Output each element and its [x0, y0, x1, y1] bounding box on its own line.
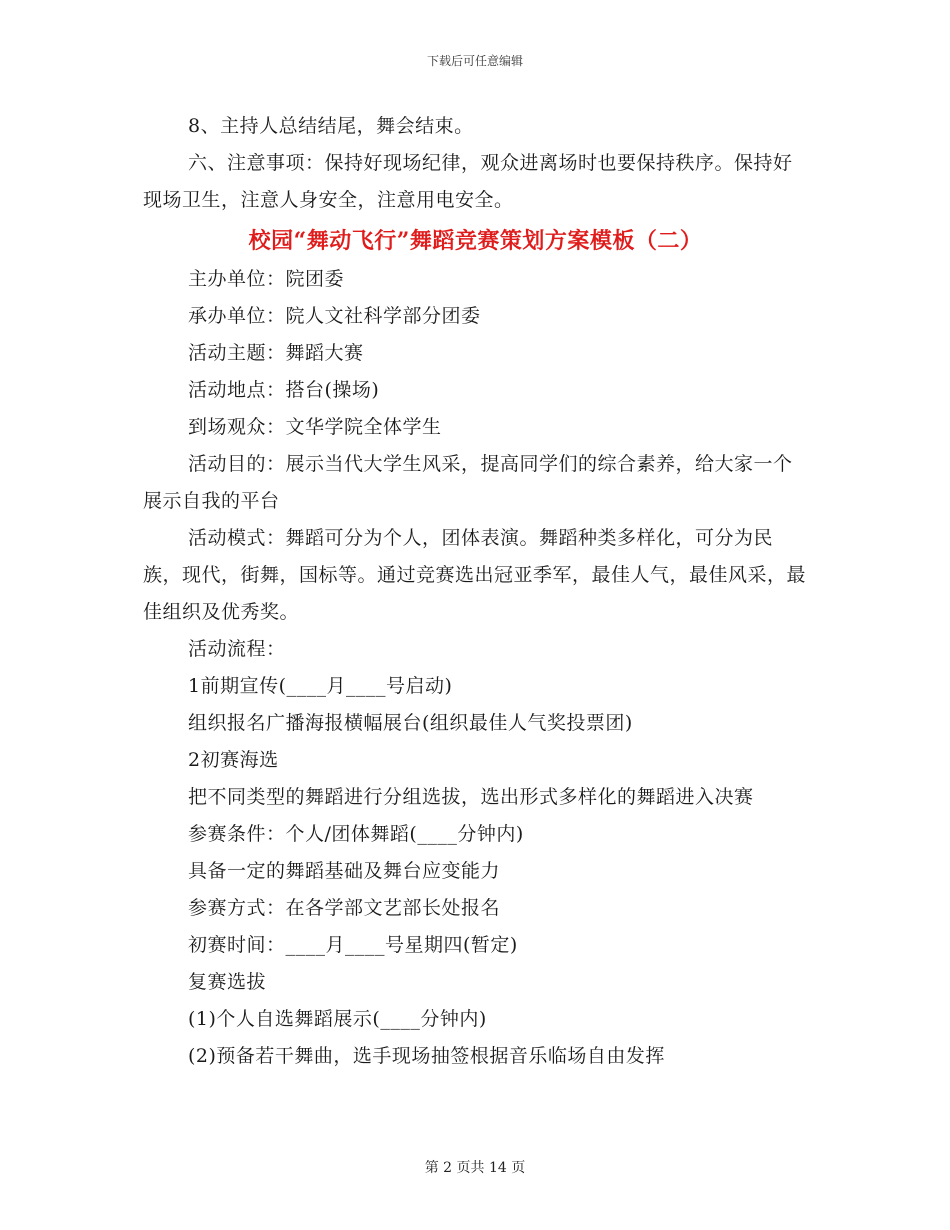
section-title: 校园“舞动飞行”舞蹈竞赛策划方案模板（二）	[248, 228, 703, 254]
paragraph-improv: (2)预备若干舞曲，选手现场抽签根据音乐临场自由发挥	[188, 1045, 665, 1067]
paragraph-purpose: 活动目的：展示当代大学生风采，提高同学们的综合素养，给大家一个展示自我的平台	[143, 453, 793, 512]
page-footer: 第 2 页共 14 页	[424, 1160, 526, 1176]
paragraph-semifinal: 复赛选拔	[188, 971, 267, 993]
paragraph-selection: 把不同类型的舞蹈进行分组选拔，选出形式多样化的舞蹈进入决赛	[188, 786, 754, 808]
paragraph-promotion: 1前期宣传(____月____号启动)	[188, 675, 453, 697]
paragraph-audience: 到场观众：文华学院全体学生	[188, 416, 442, 438]
document-body	[143, 108, 808, 1075]
paragraph-method: 参赛方式：在各学部文艺部长处报名	[188, 897, 501, 919]
paragraph-time: 初赛时间：____月____号星期四(暂定)	[188, 934, 518, 956]
paragraph-host: 主办单位：院团委	[188, 268, 345, 290]
paragraph-notes: 六、注意事项：保持好现场纪律，观众进离场时也要保持秩序。保持好现场卫生，注意人身安全，注意用电安全。	[143, 152, 793, 211]
paragraph-registration: 组织报名广播海报横幅展台(组织最佳人气奖投票团)	[188, 712, 633, 734]
paragraph-solo: (1)个人自选舞蹈展示(____分钟内)	[188, 1008, 487, 1030]
page-header: 下载后可任意编辑	[426, 54, 523, 68]
paragraph-process: 活动流程：	[188, 638, 286, 660]
paragraph-organizer: 承办单位：院人文社科学部分团委	[188, 305, 481, 327]
paragraph-closing: 8、主持人总结结尾，舞会结束。	[188, 115, 474, 137]
paragraph-preliminary: 2初赛海选	[188, 749, 279, 771]
paragraph-requirements: 具备一定的舞蹈基础及舞台应变能力	[188, 860, 501, 882]
paragraph-format: 活动模式：舞蹈可分为个人，团体表演。舞蹈种类多样化，可分为民族，现代，街舞，国标等。通过竞赛选出冠亚季军，最佳人气，最佳风采，最佳组织及优秀奖。	[143, 527, 807, 623]
paragraph-conditions: 参赛条件：个人/团体舞蹈(____分钟内)	[188, 823, 524, 845]
paragraph-theme: 活动主题：舞蹈大赛	[188, 342, 364, 364]
paragraph-venue: 活动地点：搭台(操场)	[188, 379, 380, 401]
